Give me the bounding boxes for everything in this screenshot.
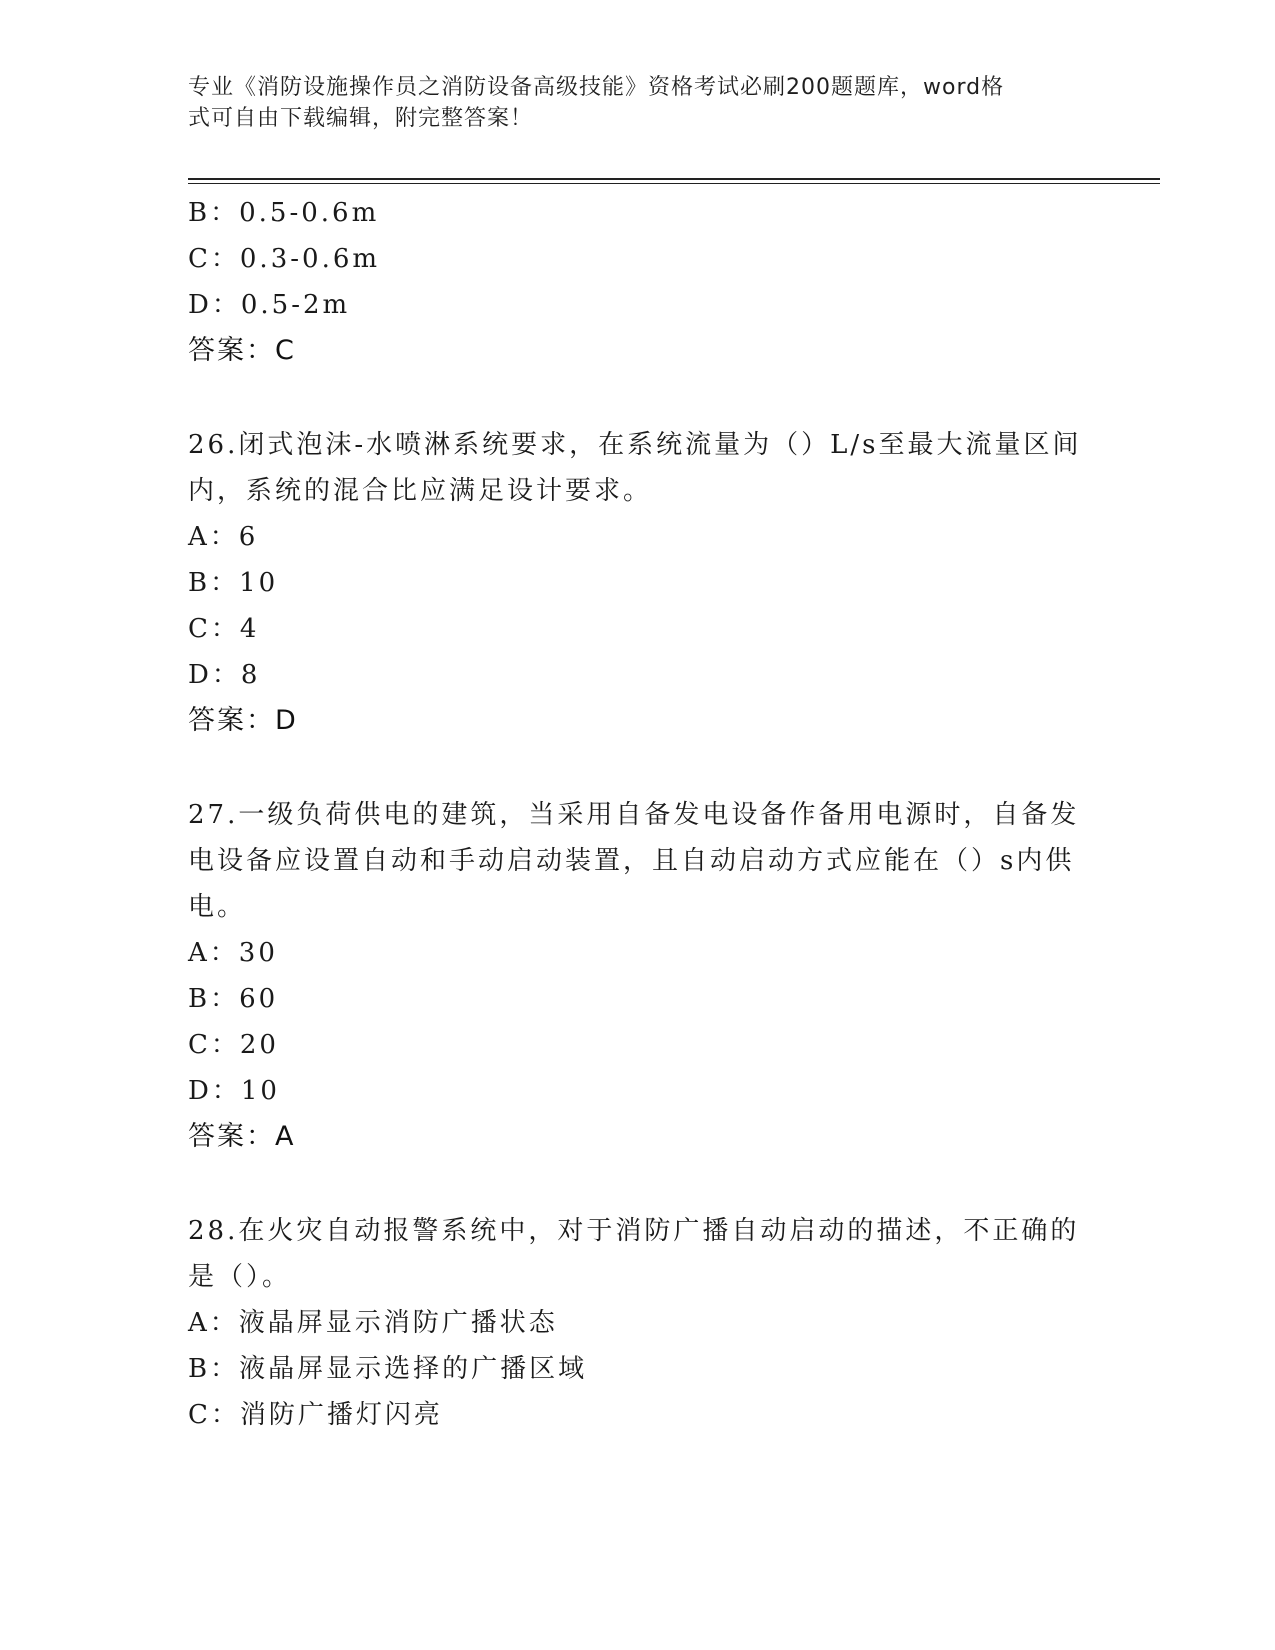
question-text bbox=[188, 792, 1088, 930]
question-line: 电设备应设置自动和手动启动装置，且自动启动方式应能在（）s内供 bbox=[188, 846, 1075, 876]
question-line: 26.闭式泡沫-水喷淋系统要求，在系统流量为（）L/s至最大流量区间 bbox=[188, 430, 1082, 460]
question-block bbox=[188, 1208, 1088, 1438]
option-b: B：液晶屏显示选择的广播区域 bbox=[188, 1354, 588, 1384]
question-text bbox=[188, 1208, 1088, 1300]
header-divider-thin bbox=[188, 183, 1160, 184]
answer-label: 答案：C bbox=[188, 335, 296, 366]
header-line-2: 式可自由下载编辑，附完整答案！ bbox=[188, 106, 534, 131]
option-a: A：6 bbox=[188, 522, 259, 552]
question-block bbox=[188, 792, 1088, 1160]
option-a: A：液晶屏显示消防广播状态 bbox=[188, 1308, 558, 1338]
question-line: 内，系统的混合比应满足设计要求。 bbox=[188, 476, 653, 506]
document-header bbox=[188, 72, 1068, 134]
question-line: 27.一级负荷供电的建筑，当采用自备发电设备作备用电源时，自备发 bbox=[188, 800, 1080, 830]
answer-label: 答案：A bbox=[188, 1121, 296, 1152]
header-line-1: 专业《消防设施操作员之消防设备高级技能》资格考试必刷200题题库，word格 bbox=[188, 75, 1005, 100]
option-a: A：30 bbox=[188, 938, 278, 968]
option-b: B：10 bbox=[188, 568, 279, 598]
question-line: 是（）。 bbox=[188, 1262, 292, 1292]
option-c: C：20 bbox=[188, 1030, 279, 1060]
option-b: B：0.5-0.6m bbox=[188, 198, 380, 228]
question-text bbox=[188, 422, 1088, 514]
question-line: 28.在火灾自动报警系统中，对于消防广播自动启动的描述，不正确的 bbox=[188, 1216, 1080, 1246]
question-block bbox=[188, 422, 1088, 744]
document-body bbox=[188, 190, 1088, 1438]
option-b: B：60 bbox=[188, 984, 279, 1014]
question-line: 电。 bbox=[188, 892, 247, 922]
answer-label: 答案：D bbox=[188, 705, 298, 736]
option-d: D：0.5-2m bbox=[188, 290, 351, 320]
option-d: D：10 bbox=[188, 1076, 280, 1106]
option-c: C：0.3-0.6m bbox=[188, 244, 381, 274]
option-c: C：消防广播灯闪亮 bbox=[188, 1400, 443, 1430]
prev-question-block bbox=[188, 190, 1088, 374]
option-d: D：8 bbox=[188, 660, 261, 690]
header-divider-thick bbox=[188, 178, 1160, 180]
option-c: C：4 bbox=[188, 614, 260, 644]
